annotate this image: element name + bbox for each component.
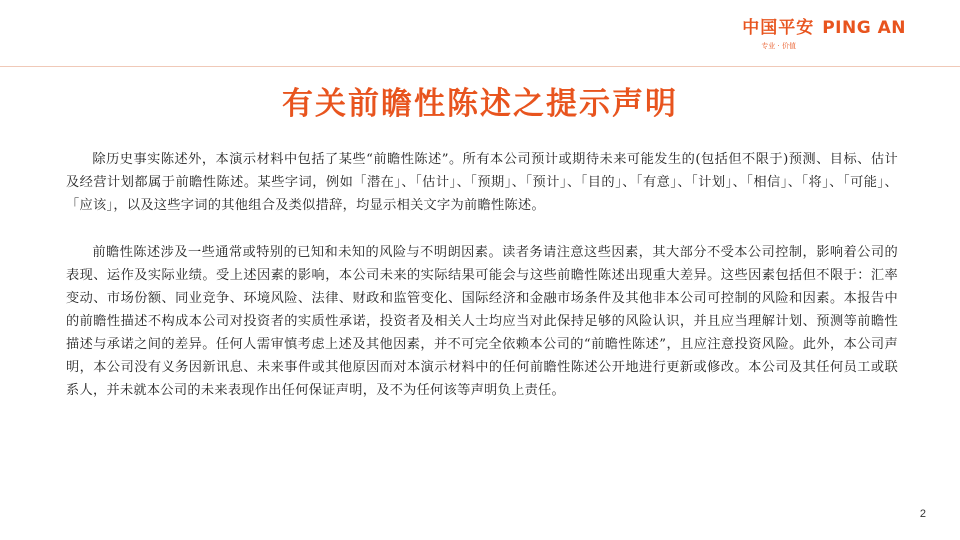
- logo-name-en: PING AN: [822, 18, 906, 38]
- paragraph-forward-looking-definition: 除历史事实陈述外，本演示材料中包括了某些“前瞻性陈述”。所有本公司预计或期待未来可能发生的(包括但不限于)预测、目标、估计及经营计划都属于前瞻性陈述。某些字词，例如「潜在」、「估计」、「预期」、「预计」、「目的」、「有意」、「计划」、「相信」、「将」、「可能」、「应该」，以及这些字词的其他组合及类似措辞，均显示相关文字为前瞻性陈述。: [66, 152, 898, 213]
- logo-wordmark: [742, 18, 906, 38]
- logo-tagline: 专业 · 价值: [761, 42, 796, 50]
- logo-name-cn: 中国平安: [742, 18, 815, 38]
- slide-title: 有关前瞻性陈述之提示声明: [282, 86, 678, 122]
- header-divider: [0, 66, 960, 67]
- ping-an-logo: [742, 18, 906, 51]
- page-number: 2: [919, 508, 926, 520]
- disclaimer-body: [66, 148, 898, 426]
- paragraph-risk-factors: 前瞻性陈述涉及一些通常或特别的已知和未知的风险与不明朗因素。读者务请注意这些因素，其大部分不受本公司控制，影响着公司的表现、运作及实际业绩。受上述因素的影响，本公司未来的实际结果可能会与这些前瞻性陈述出现重大差异。这些因素包括但不限于：汇率变动、市场份额、同业竞争、环境风险、法律、财政和监管变化、国际经济和金融市场条件及其他非本公司可控制的风险和因素。本报告中的前瞻性描述不构成本公司对投资者的实质性承诺，投资者及相关人士均应当对此保持足够的风险认识，并且应当理解计划、预测等前瞻性描述与承诺之间的差异。任何人需审慎考虑上述及其他因素，并不可完全依赖本公司的“前瞻性陈述”，且应注意投资风险。此外，本公司声明，本公司没有义务因新讯息、未来事件或其他原因而对本演示材料中的任何前瞻性陈述公开地进行更新或修改。本公司及其任何员工或联系人，并未就本公司的未来表现作出任何保证声明，及不为任何该等声明负上责任。: [66, 245, 898, 398]
